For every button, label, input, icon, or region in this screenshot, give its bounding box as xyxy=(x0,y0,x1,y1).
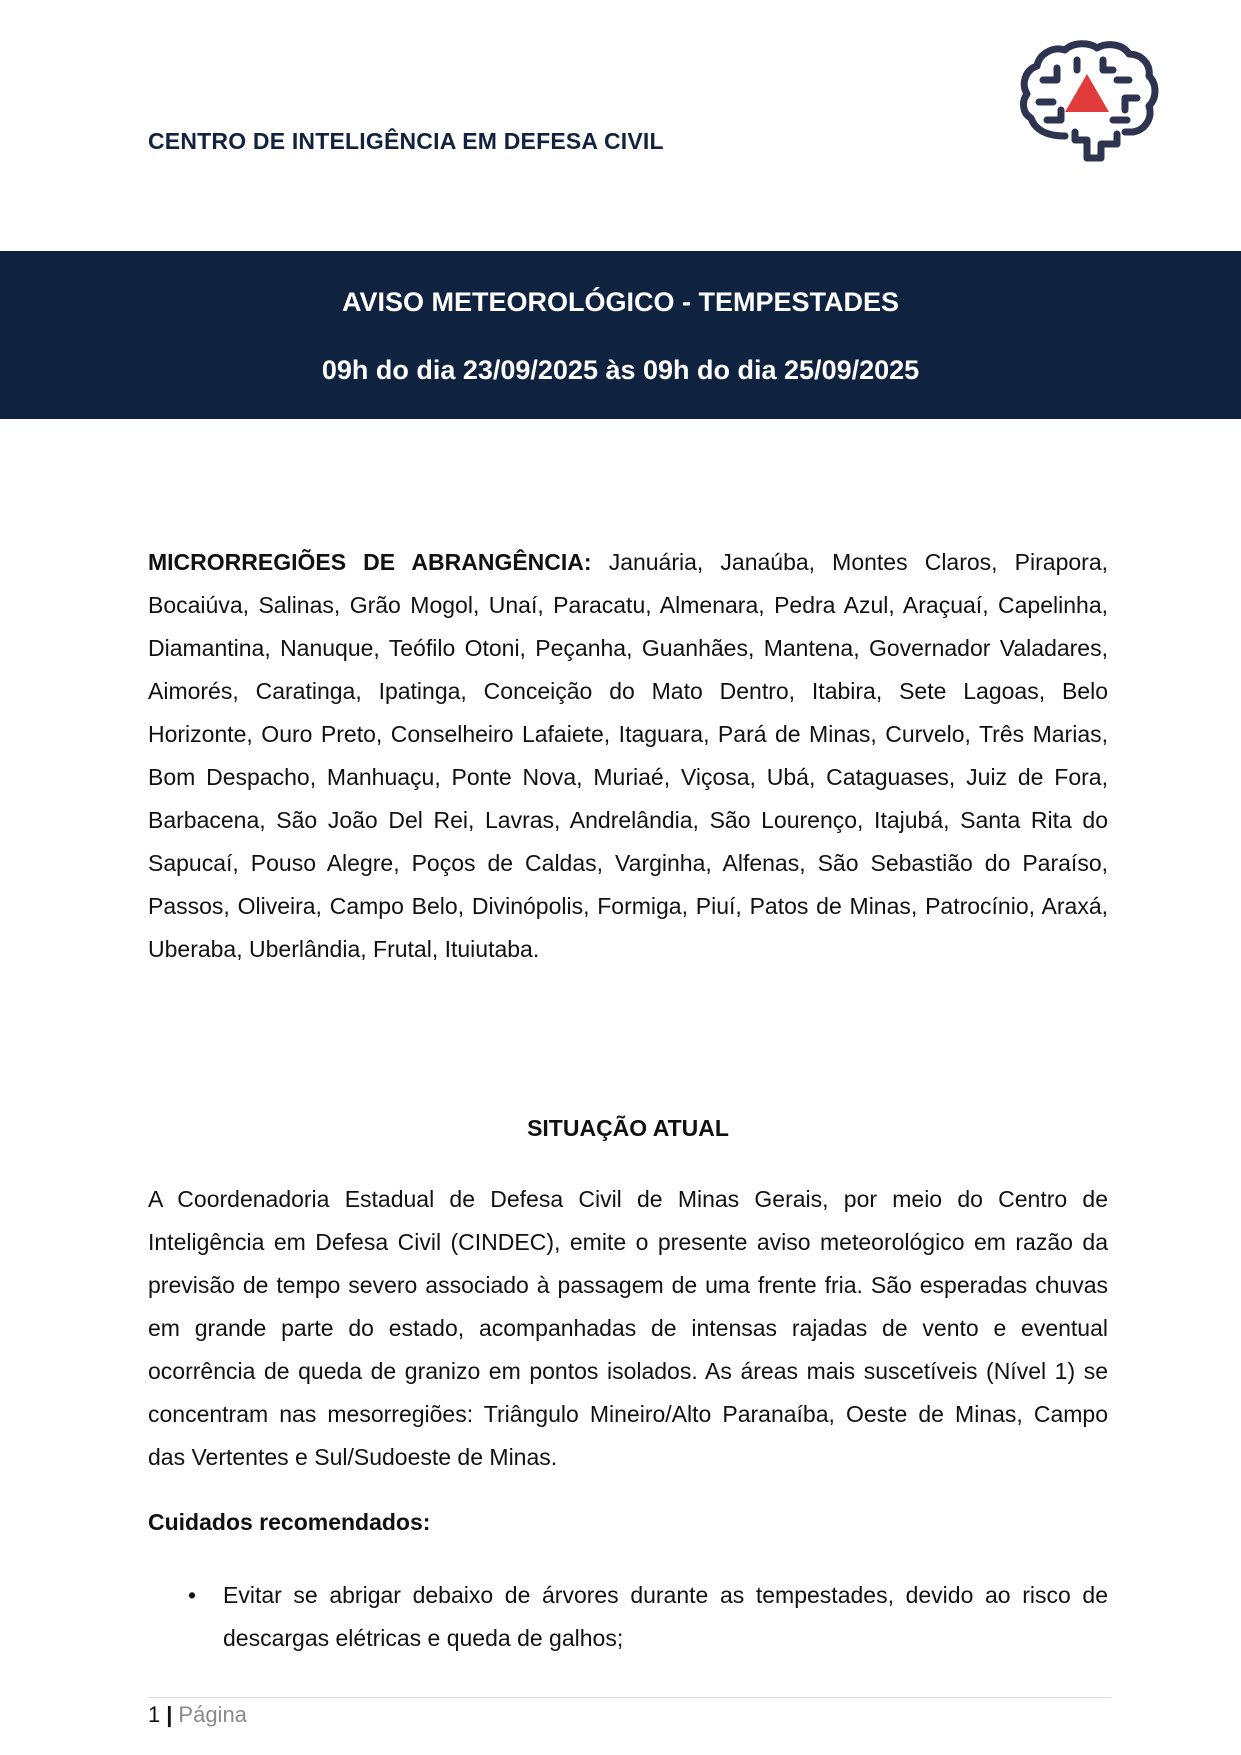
alert-title: AVISO METEOROLÓGICO - TEMPESTADES xyxy=(341,287,900,317)
page-word: Página xyxy=(178,1702,247,1727)
list-item xyxy=(148,1574,1108,1660)
care-list xyxy=(148,1574,1108,1660)
bullet-icon: • xyxy=(188,1582,197,1608)
care-item-text: Evitar se abrigar debaixo de árvores durante as tempestades, devido ao risco de descargas elétricas e queda de galhos; xyxy=(223,1582,1108,1651)
page-footer xyxy=(148,1702,247,1728)
alert-period: 09h do dia 23/09/2025 às 09h do dia 25/09/2025 xyxy=(321,355,920,385)
regions-paragraph xyxy=(148,541,1108,971)
regions-list: Januária, Janaúba, Montes Claros, Pirapora, Bocaiúva, Salinas, Grão Mogol, Unaí, Paracatu, Almenara, Pedra Azul, Araçuaí, Capelinha, Diamantina, Nanuque, Teófilo Otoni, Peçanha, Guanhães, Mantena, Governador Valadares, Aimorés, Caratinga, Ipatinga, Conceição do Mato Dentro, Itabira, Sete Lagoas, Belo Horizonte, Ouro Preto, Conselheiro Lafaiete, Itaguara, Pará de Minas, Curvelo, Três Marias, Bom Despacho, Manhuaçu, Ponte Nova, Muriaé, Viçosa, Ubá, Cataguases, Juiz de Fora, Barbacena, São João Del Rei, Lavras, Andrelândia, São Lourenço, Itajubá, Santa Rita do Sapucaí, Pouso Alegre, Poços de Caldas, Varginha, Alfenas, São Sebastião do Paraíso, Passos, Oliveira, Campo Belo, Divinópolis, Formiga, Piuí, Patos de Minas, Patrocínio, Araxá, Uberaba, Uberlândia, Frutal, Ituiutaba. xyxy=(148,549,1109,962)
care-title: Cuidados recomendados: xyxy=(148,1509,431,1535)
situation-title: SITUAÇÃO ATUAL xyxy=(527,1115,729,1141)
page-number: 1 xyxy=(148,1702,161,1727)
org-header: CENTRO DE INTELIGÊNCIA EM DEFESA CIVIL xyxy=(148,128,664,154)
footer-divider xyxy=(148,1697,1111,1698)
footer-separator: | xyxy=(166,1702,173,1727)
brain-triangle-logo-icon xyxy=(1017,40,1159,162)
regions-label: MICRORREGIÕES DE ABRANGÊNCIA: xyxy=(148,549,592,575)
situation-text: A Coordenadoria Estadual de Defesa Civil de Minas Gerais, por meio do Centro de Inteligência em Defesa Civil (CINDEC), emite o presente aviso meteorológico em razão da previsão de tempo severo associado à passagem de uma frente fria. São esperadas chuvas em grande parte do estado, acompanhadas de intensas rajadas de vento e eventual ocorrência de queda de granizo em pontos isolados. As áreas mais suscetíveis (Nível 1) se concentram nas mesorregiões: Triângulo Mineiro/Alto Paranaíba, Oeste de Minas, Campo das Vertentes e Sul/Sudoeste de Minas. xyxy=(148,1186,1108,1470)
alert-banner xyxy=(0,251,1241,419)
